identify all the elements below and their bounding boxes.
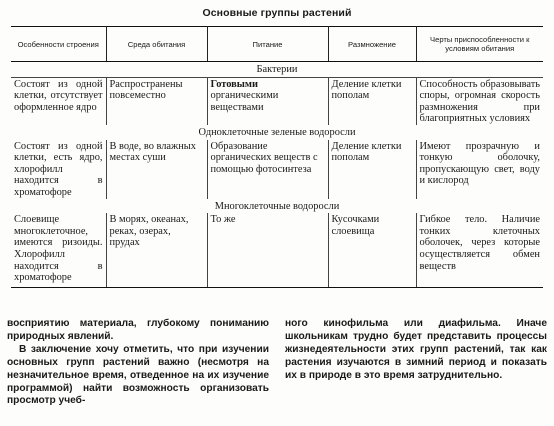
cell-structure: Состоят из одной клетки, отсутствует оформленное ядро: [11, 77, 106, 125]
cell-reproduction: Деление клетки пополам: [328, 140, 416, 199]
paragraph: ного кинофильма или диафильма. Иначе школьникам трудно будет представить процессы жизнедеятельности этих групп растений, так как растения изучаются в зимний период и показать их в природе в это время затруднительно.: [285, 318, 547, 381]
group-heading: Бактерии: [11, 62, 543, 78]
body-column-right: [285, 318, 547, 383]
group-heading: Многоклеточные водоросли: [214, 200, 340, 212]
cell-nutrition: Образование органических веществ с помощью фотосинтеза: [207, 140, 328, 199]
table-title: Основные группы растений: [202, 7, 352, 19]
cell-reproduction: Кусочками слоевища: [328, 213, 416, 287]
cell-nutrition-bold: Готовыми: [210, 78, 258, 90]
group-heading: Одноклеточные зеленые водоросли: [198, 126, 356, 138]
plant-groups-table: [11, 26, 543, 288]
body-column-left: [7, 318, 269, 408]
cell-structure: Состоят из одной клетки, есть ядро, хлорофилл находится в хроматофоре: [11, 140, 106, 199]
table-row: [11, 140, 543, 199]
group-heading-row: [11, 125, 543, 140]
cell-habitat: Распространены повсеместно: [106, 77, 207, 125]
header-reproduction: Размножение: [328, 27, 416, 62]
cell-reproduction: Деление клетки пополам: [328, 77, 416, 125]
cell-adaptation: Способность образовывать споры, огромная скорость размножения при благоприятных условиях: [416, 77, 543, 125]
cell-adaptation: Имеют прозрачную и тонкую оболочку, пропускающую свет, воду и кислород: [416, 140, 543, 199]
cell-nutrition-rest: органическими веществами: [210, 90, 279, 113]
table-row: [11, 77, 543, 125]
group-heading-row: [11, 62, 543, 78]
cell-nutrition: [207, 77, 328, 125]
cell-structure: Слоевище многоклеточное, имеются ризоиды. Хлорофилл находится в хроматофоре: [11, 213, 106, 287]
table-row: [11, 213, 543, 287]
table-header-row: [11, 27, 543, 62]
header-adaptation: Черты приспособленности к условиям обитания: [416, 27, 543, 62]
group-heading-row: [11, 199, 543, 214]
cell-habitat: В воде, во влажных местах суши: [106, 140, 207, 199]
header-structure: Особенности строения: [11, 27, 106, 62]
cell-nutrition: То же: [207, 213, 328, 287]
cell-habitat: В морях, океанах, реках, озерах, прудах: [106, 213, 207, 287]
header-nutrition: Питание: [207, 27, 328, 62]
cell-adaptation: Гибкое тело. Наличие тонких клеточных оболочек, через которые осуществляется обмен веществ: [416, 213, 543, 287]
header-habitat: Среда обитания: [106, 27, 207, 62]
paragraph: восприятию материала, глубокому пониманию природных явлений.: [7, 318, 269, 342]
paragraph: В заключение хочу отметить, что при изучении основных групп растений важно (несмотря на незначительное время, отведенное на их изучение программой) найти возможность организовать просмотр учеб-: [7, 343, 269, 407]
